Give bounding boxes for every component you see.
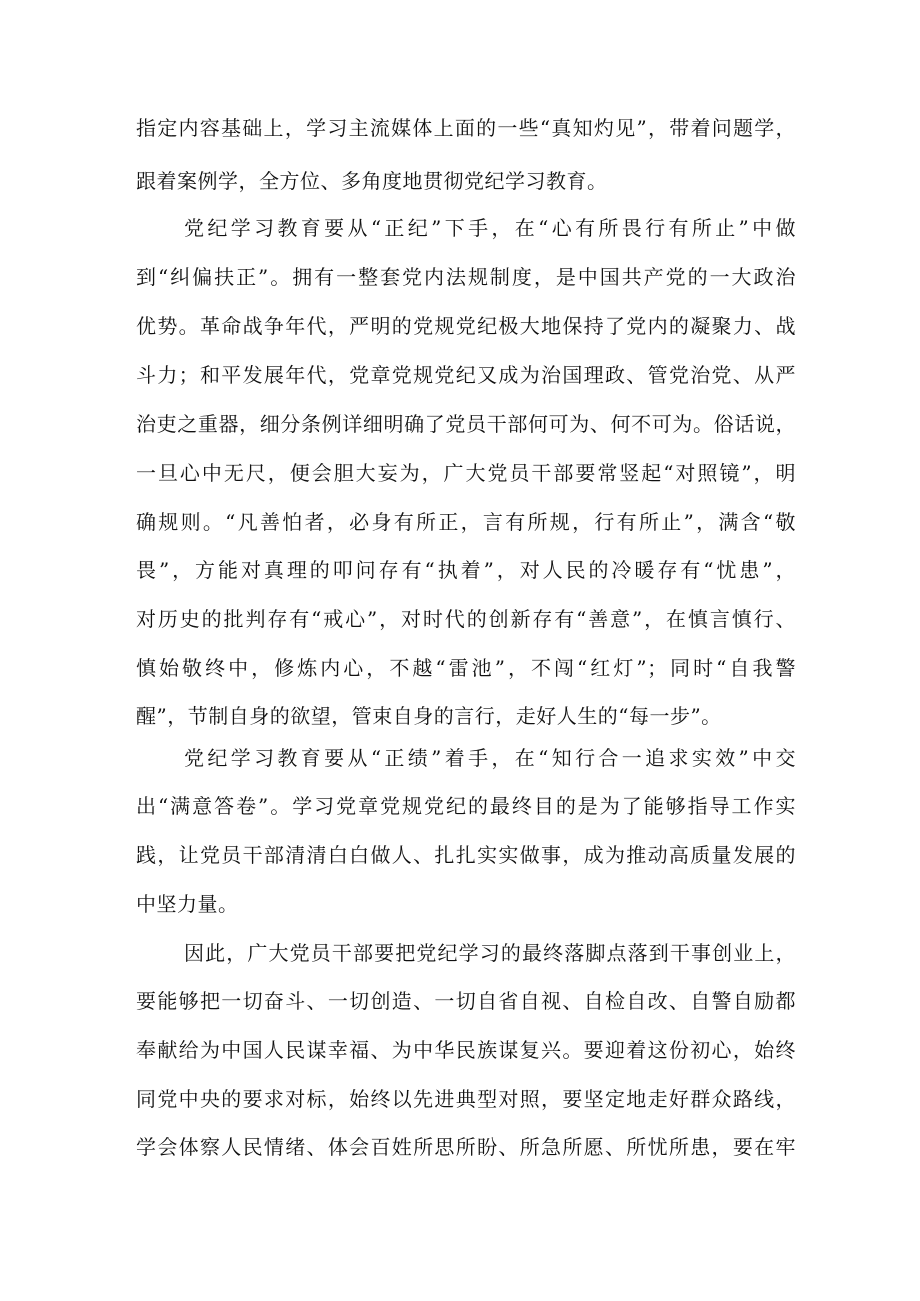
text-line: 慎始敬终中，修炼内心，不越“雷池”，不闯“红灯”；同时“自我警 — [136, 656, 796, 680]
text-line: 践，让党员干部清清白白做人、扎扎实实做事，成为推动高质量发展的 — [136, 843, 796, 867]
text-line: 确规则。“凡善怕者，必身有所正，言有所规，行有所止”，满含“敬 — [136, 510, 796, 534]
text-line: 醒”，节制自身的欲望，管束自身的言行，走好人生的“每一步”。 — [136, 704, 722, 728]
paragraph-first-line: 因此，广大党员干部要把党纪学习的最终落脚点落到干事创业上， — [184, 941, 796, 965]
text-line: 优势。革命战争年代，严明的党规党纪极大地保持了党内的凝聚力、战 — [136, 314, 796, 338]
text-line: 畏”，方能对真理的叩问存有“执着”，对人民的冷暖存有“忧患”， — [136, 558, 796, 582]
text-line: 一旦心中无尺，便会胆大妄为，广大党员干部要常竖起“对照镜”，明 — [136, 461, 796, 485]
text-line: 跟着案例学，全方位、多角度地贯彻党纪学习教育。 — [136, 169, 608, 193]
text-line: 奉献给为中国人民谋幸福、为中华民族谋复兴。要迎着这份初心，始终 — [136, 1038, 796, 1062]
paragraph-first-line: 党纪学习教育要从“正纪”下手，在“心有所畏行有所止”中做 — [184, 216, 796, 240]
text-line: 斗力；和平发展年代，党章党规党纪又成为治国理政、管党治党、从严 — [136, 363, 796, 387]
text-line: 治吏之重器，细分条例详细明确了党员干部何可为、何不可为。俗话说， — [136, 412, 796, 436]
text-line: 出“满意答卷”。学习党章党规党纪的最终目的是为了能够指导工作实 — [136, 794, 796, 818]
text-line: 到“纠偏扶正”。拥有一整套党内法规制度，是中国共产党的一大政治 — [136, 265, 796, 289]
text-line: 要能够把一切奋斗、一切创造、一切自省自视、自检自改、自警自励都 — [136, 989, 796, 1013]
text-line: 学会体察人民情绪、体会百姓所思所盼、所急所愿、所忧所患，要在牢 — [136, 1135, 796, 1159]
text-line: 中坚力量。 — [136, 892, 239, 916]
text-line: 对历史的批判存有“戒心”，对时代的创新存有“善意”，在慎言慎行、 — [136, 607, 796, 631]
paragraph-first-line: 党纪学习教育要从“正绩”着手，在“知行合一追求实效”中交 — [184, 746, 796, 770]
text-line: 同党中央的要求对标，始终以先进典型对照，要坚定地走好群众路线， — [136, 1087, 796, 1111]
text-line: 指定内容基础上，学习主流媒体上面的一些“真知灼见”，带着问题学， — [136, 116, 796, 140]
